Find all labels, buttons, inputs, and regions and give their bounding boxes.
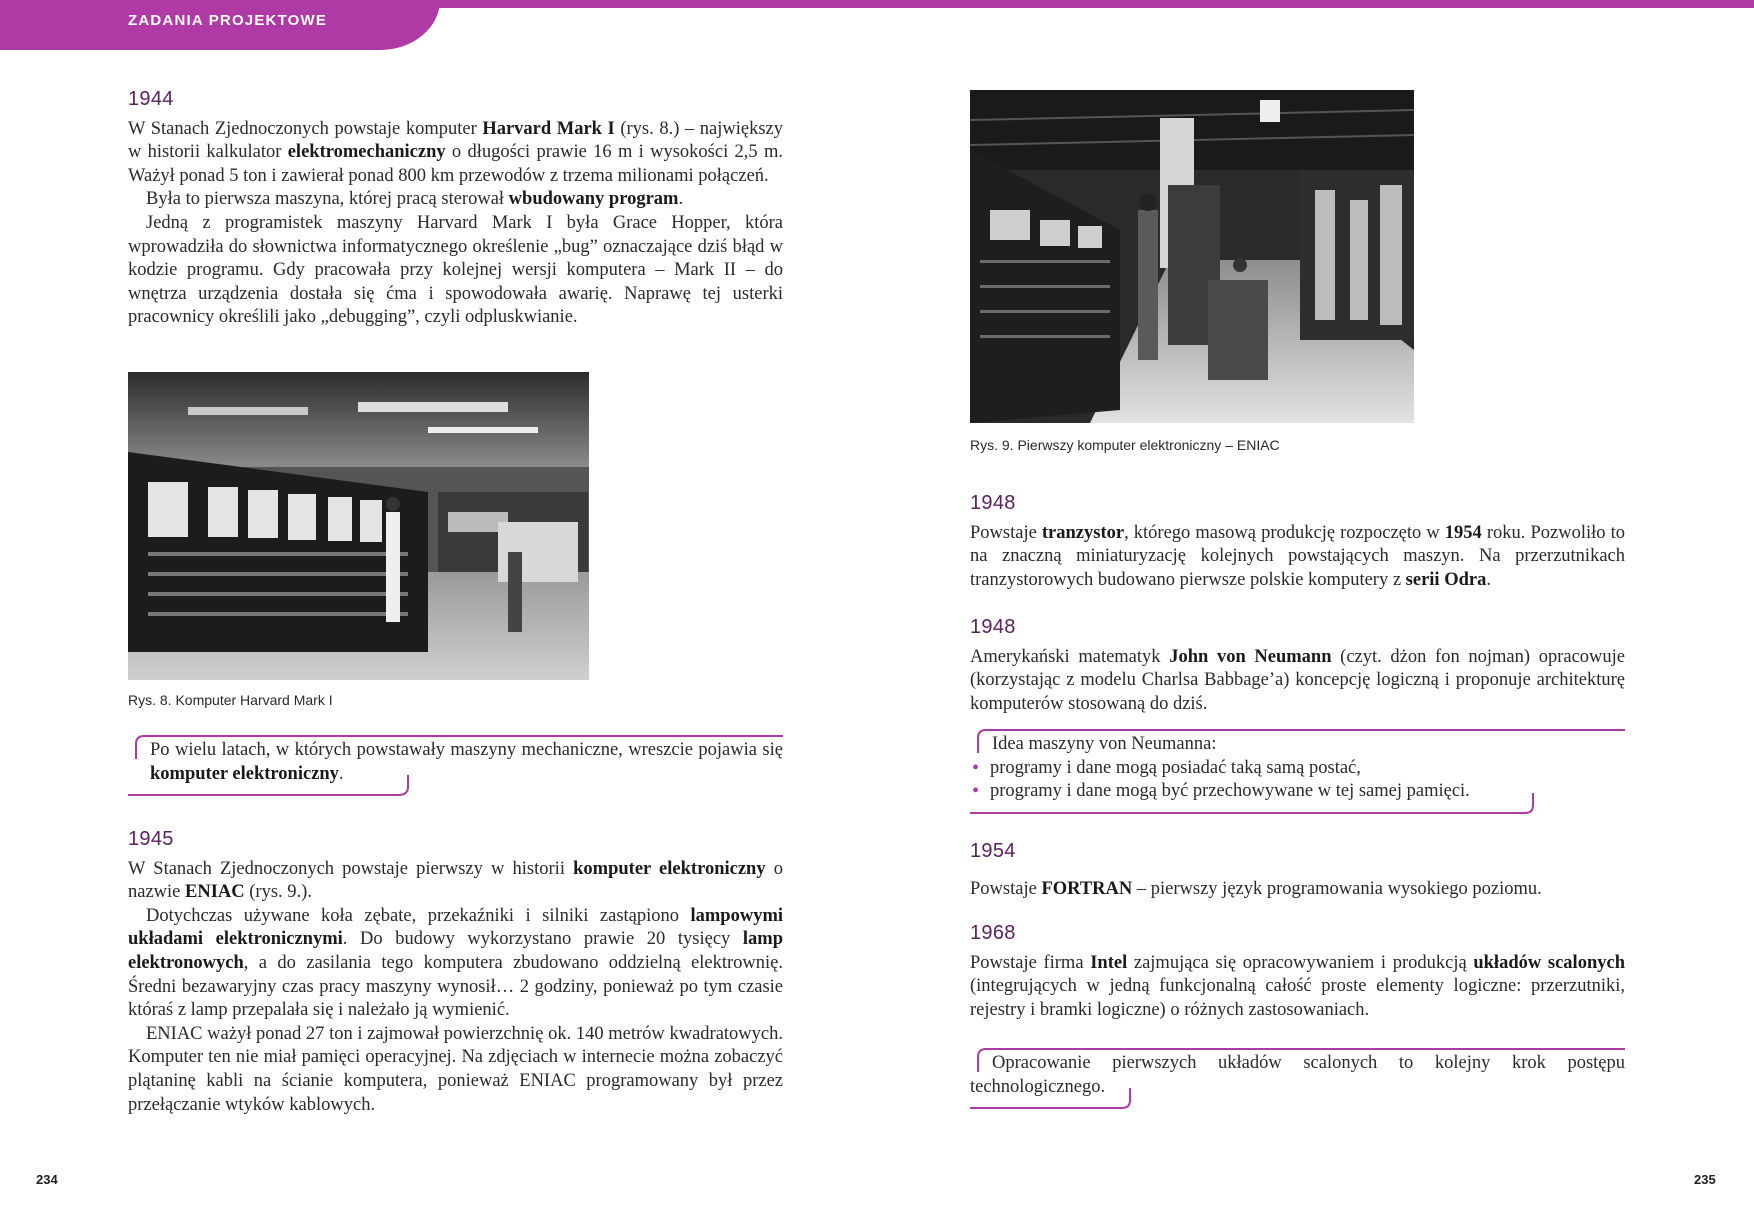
section-1948-von-neumann [970, 616, 1625, 716]
year-heading: 1954 [970, 840, 1016, 862]
callout-integrated-circuits [970, 1052, 1625, 1099]
paragraph: ENIAC ważył ponad 27 ton i zajmował powierzchnię ok. 140 metrów kwadratowych. Komputer ten nie miał pamięci operacyjnej. Na zdjęciach w internecie można zobaczyć plątaninę kabli na ścianie komputera, ponieważ ENIAC programowany był przez przełączanie wtyków kablowych. [128, 1023, 783, 1115]
section-1954 [970, 840, 1625, 901]
figure-9-caption: Rys. 9. Pierwszy komputer elektroniczny – ENIAC [970, 437, 1280, 453]
year-heading: 1948 [970, 492, 1016, 514]
section-tab [0, 0, 440, 50]
paragraph: Dotychczas używane koła zębate, przekaźniki i silniki zastąpiono lampowymi układami elektronicznymi. Do budowy wykorzystano prawie 20 tysięcy lamp elektronowych, a do zasilania tego komputera zbudowano oddzielną elektrownię. Średni bezawaryjny czas pracy maszyny wynosił… 2 godziny, ponieważ po tym czasie któraś z lamp przepalała się i należało ją wymienić. [128, 905, 783, 1021]
paragraph: W Stanach Zjednoczonych powstaje komputer Harvard Mark I (rys. 8.) – największy w historii kalkulator elektromechaniczny o długości prawie 16 m i wysokości 2,5 m. Ważył ponad 5 ton i zawierał ponad 800 km przewodów z trzema milionami połączeń. [128, 118, 784, 186]
paragraph: Amerykański matematyk John von Neumann (czyt. dżon fon nojman) opracowuje (korzystając z modelu Charlsa Babbage’a) koncepcję logiczną i proponuje architekturę komputerów stosowaną do dziś. [970, 646, 1625, 714]
year-heading: 1968 [970, 922, 1016, 944]
callout-von-neumann [970, 733, 1625, 804]
paragraph: Powstaje FORTRAN – pierwszy język programowania wysokiego poziomu. [970, 878, 1542, 899]
list-item: • programy i dane mogą być przechowywane w tej samej pamięci. [972, 780, 1470, 803]
year-heading: 1948 [970, 616, 1016, 638]
paragraph: W Stanach Zjednoczonych powstaje pierwszy w historii komputer elektroniczny o nazwie ENIAC (rys. 9.). [128, 858, 783, 903]
harvard-mark-i-photo [128, 372, 589, 680]
section-1944 [128, 88, 783, 330]
callout-text: Opracowanie pierwszych układów scalonych to kolejny krok postępu technologicznego. [970, 1053, 1625, 1097]
paragraph: Powstaje firma Intel zajmująca się opracowywaniem i produkcją układów scalonych (integrujących w jedną funkcjonalną całość proste elementy logiczne: przerzutniki, rejestry i bramki logiczne) o różnych zastosowaniach. [970, 952, 1625, 1020]
year-heading: 1944 [128, 88, 174, 110]
paragraph: Powstaje tranzystor, którego masową produkcję rozpoczęto w 1954 roku. Pozwoliło to na znaczną miniaturyzację kolejnych powstających maszyn. Na przerzutnikach tranzystorowych budowano pierwsze polskie komputery z serii Odra. [970, 522, 1625, 590]
section-title: ZADANIA PROJEKTOWE [128, 12, 328, 29]
callout-list [970, 757, 1625, 804]
section-1968 [970, 922, 1625, 1022]
section-1945 [128, 828, 783, 1117]
paragraph: Była to pierwsza maszyna, której pracą sterował wbudowany program. [146, 189, 684, 210]
callout-title: Idea maszyny von Neumanna: [992, 734, 1217, 754]
list-item: • programy i dane mogą posiadać taką samą postać, [972, 756, 1361, 779]
year-heading: 1945 [128, 828, 174, 850]
figure-8-caption: Rys. 8. Komputer Harvard Mark I [128, 692, 333, 708]
paragraph: Jedną z programistek maszyny Harvard Mark I była Grace Hopper, która wprowadziła do słownictwa informatycznego określenie „bug” oznaczające dziś błąd w kodzie programu. Gdy pracowała przy kolejnej wersji komputera – Mark II – do wnętrza urządzenia dostała się ćma i spowodowała awarię. Naprawę tej usterki pracownicy określili jako „debugging”, czyli odpluskwianie. [128, 212, 783, 328]
section-1948-transistor [970, 492, 1625, 592]
page-number-left: 234 [36, 1172, 58, 1187]
callout-electronic-computer: Po wielu latach, w których powstawały maszyny mechaniczne, wreszcie pojawia się komputer elektroniczny. [128, 739, 783, 786]
page-number-right: 235 [1694, 1172, 1716, 1187]
eniac-photo [970, 90, 1414, 423]
